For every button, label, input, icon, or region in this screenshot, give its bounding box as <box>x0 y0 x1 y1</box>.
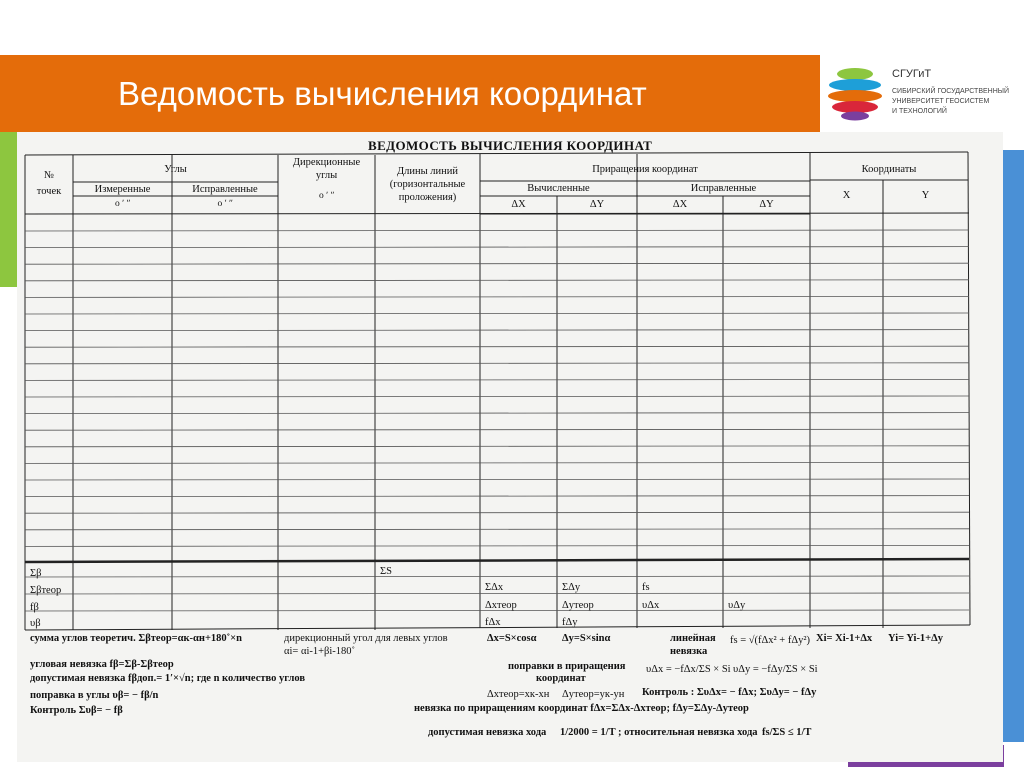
header-lengths-1: Длины линий <box>396 166 459 177</box>
summary-sum-dx: ΣΔx <box>485 582 504 593</box>
header-points: точек <box>36 186 62 197</box>
note-direction-angle: дирекционный угол для левых углов <box>284 633 448 644</box>
table-row-line <box>25 446 969 447</box>
header-corrected-increments: Исправленные <box>690 183 757 194</box>
note-allowed-misclosure: допустимая невязка fβдоп.= 1ʹ×√n; где n количество углов <box>30 673 306 684</box>
note-direction-formula: αi= αi-1+βi-180˚ <box>284 646 356 657</box>
note-fs-formula: fs = √(fΔx² + fΔy²) <box>730 635 810 646</box>
note-relative: ; относительная невязка хода <box>618 727 758 738</box>
table-row-line <box>25 462 969 463</box>
summary-sum-dy: ΣΔy <box>562 582 581 593</box>
org-name-line-2: УНИВЕРСИТЕТ ГЕОСИСТЕМ <box>892 98 990 105</box>
header-direction-angles: углы <box>315 170 338 181</box>
note-v-dx-formula: υΔx = −fΔx/ΣS × Si <box>646 664 731 675</box>
header-increments: Приращения координат <box>592 164 698 175</box>
note-yi-formula: Yi= Yi-1+Δy <box>888 633 944 644</box>
note-xi-formula: Xi= Xi-1+Δx <box>816 633 873 644</box>
header-y: Y <box>921 190 930 201</box>
table-row-line <box>25 313 969 314</box>
summary-fdx: fΔx <box>485 617 501 628</box>
header-dy-computed: ΔY <box>589 199 605 210</box>
summary-f-beta: fβ <box>30 602 39 613</box>
note-angle-correction: поправка в углы υβ= − fβ/n <box>30 690 159 701</box>
summary-dy-theor: Δyтеор <box>562 600 594 611</box>
header-lengths-3: проложения) <box>398 192 457 203</box>
note-control-increments: Контроль : ΣυΔx= − fΔx; ΣυΔy= − fΔy <box>642 687 817 698</box>
note-ratio-right: fs/ΣS ≤ 1/T <box>762 727 812 738</box>
header-coordinates: Координаты <box>861 164 917 175</box>
header-point-no: № <box>43 170 55 181</box>
header-corrected-units: о ʹ ʺ <box>217 199 233 209</box>
org-abbreviation: СГУГиТ <box>892 68 932 80</box>
header-measured-units: о ʹ ʺ <box>114 199 131 209</box>
table-row-lines <box>25 230 969 611</box>
header-lengths-2: (горизонтальные <box>389 179 466 190</box>
table-row-line <box>25 576 969 577</box>
table-row-line <box>25 230 969 231</box>
summary-v-dx: υΔx <box>642 600 660 611</box>
note-corrections-1: поправки в приращения <box>508 661 626 672</box>
summary-fdy: fΔy <box>562 617 578 628</box>
note-angular-misclosure: угловая невязка fβ=Σβ-Σβтеор <box>30 659 174 670</box>
summary-v-dy: υΔy <box>728 600 746 611</box>
header-dx-computed: ΔX <box>511 199 526 210</box>
header-direction: Дирекционные <box>292 157 361 168</box>
table-row-line <box>25 496 969 497</box>
note-ratio-left: 1/2000 = 1/T <box>560 727 616 738</box>
header-dx-corrected: ΔX <box>672 199 688 210</box>
note-sum-theor: сумма углов теоретич. Σβтеор=αк-αн+180˚×n <box>30 633 243 644</box>
table-row-line <box>25 263 969 264</box>
header-computed: Вычисленные <box>527 183 590 194</box>
table-row-line <box>25 512 969 513</box>
table-row-line <box>25 330 969 331</box>
header-angles: Углы <box>164 164 187 175</box>
header-measured: Измеренные <box>94 184 151 195</box>
form-title: ВЕДОМОСТЬ ВЫЧИСЛЕНИЯ КООРДИНАТ <box>368 138 653 153</box>
org-name-line-3: И ТЕХНОЛОГИЙ <box>892 108 947 115</box>
table-row-line <box>25 479 969 480</box>
header-corrected: Исправленные <box>192 184 258 195</box>
header-dy-corrected: ΔY <box>759 199 774 210</box>
table-row-line <box>25 280 969 281</box>
note-allowed-course: допустимая невязка хода <box>428 727 547 738</box>
table-row-line <box>25 413 969 414</box>
note-control: Контроль Συβ= − fβ <box>30 705 123 716</box>
slide-title: Ведомость вычисления координат <box>118 75 647 112</box>
summary-fs: fs <box>642 582 650 593</box>
note-dx-formula: Δx=S×cosα <box>487 633 537 644</box>
table-row-line <box>25 396 969 397</box>
note-corrections-2: координат <box>536 673 586 684</box>
summary-sum-beta: Σβ <box>30 568 42 579</box>
note-dy-theor-formula: Δyтеор=yк-yн <box>562 689 625 700</box>
table-row-line <box>25 346 969 347</box>
table-row-line <box>25 296 969 297</box>
summary-v-beta: υβ <box>30 618 41 629</box>
table-row-line <box>25 379 969 380</box>
table-row-line <box>25 247 969 248</box>
note-dy-formula: Δy=S×sinα <box>562 633 611 644</box>
summary-sum-beta-theor: Σβтеор <box>30 585 62 596</box>
note-linear-2: невязка <box>670 646 708 657</box>
summary-dx-theor: Δxтеор <box>485 600 517 611</box>
note-v-dy-formula: υΔy = −fΔy/ΣS × Si <box>733 664 818 675</box>
summary-sum-s: ΣS <box>380 566 392 577</box>
header-x: X <box>842 190 851 201</box>
note-dx-theor-formula: Δxтеор=xк-xн <box>487 689 550 700</box>
table-row-line <box>25 529 969 530</box>
table-row-line <box>25 363 969 364</box>
note-linear-1: линейная <box>670 633 716 644</box>
org-name-line-1: СИБИРСКИЙ ГОСУДАРСТВЕННЫЙ <box>892 88 1010 95</box>
header-direction-units: о ʹ ʺ <box>318 191 335 201</box>
table-row-line <box>25 545 969 546</box>
note-increment-misclosure: невязка по приращениям координат fΔx=ΣΔx-Δxтеор; fΔy=ΣΔy-Δyтеор <box>414 703 749 714</box>
table-row-line <box>25 429 969 430</box>
